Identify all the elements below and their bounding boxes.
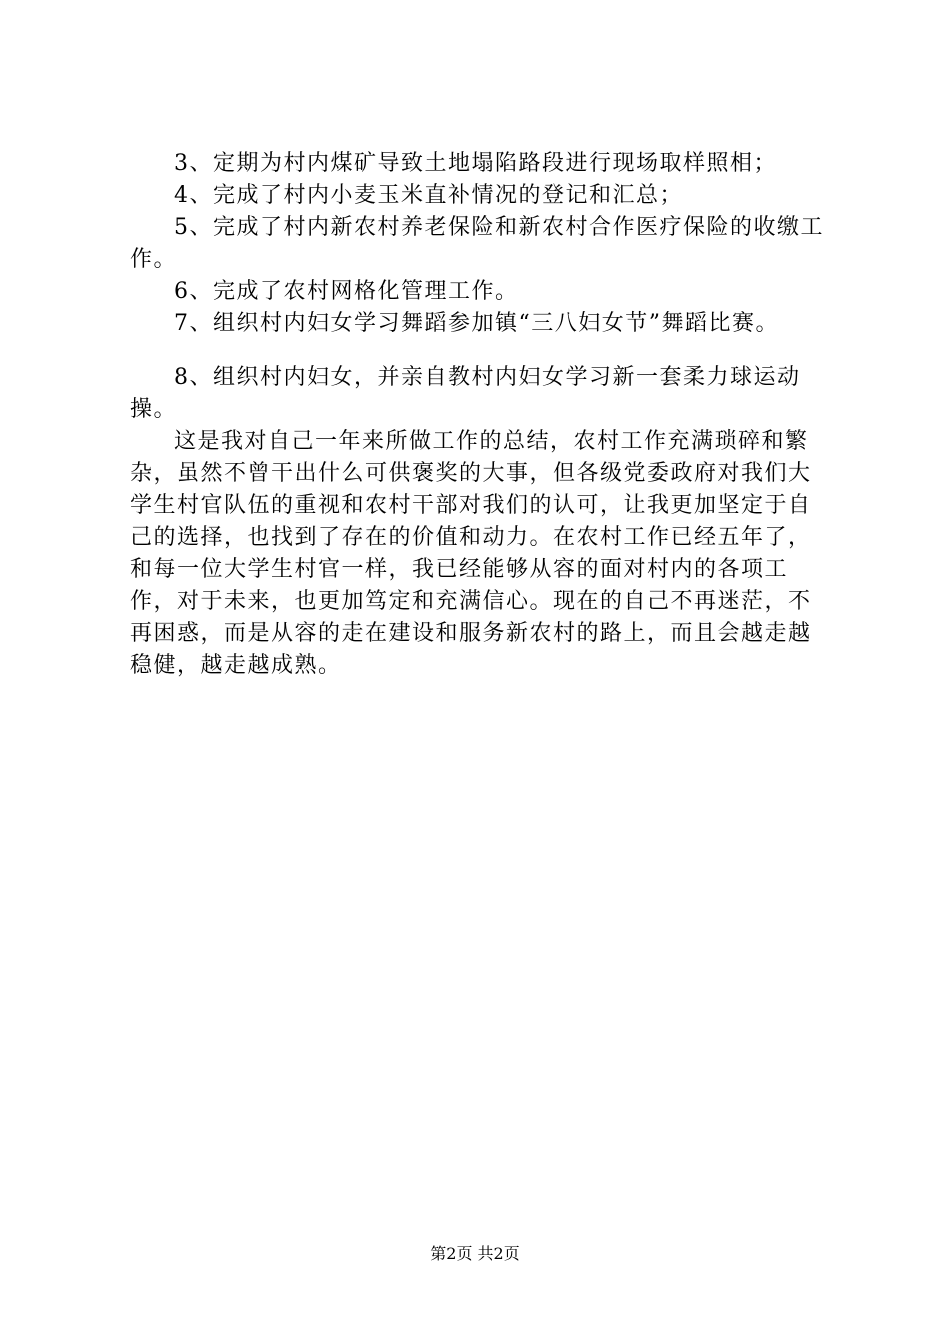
- list-item-6: 6、完成了农村网格化管理工作。: [174, 279, 519, 304]
- list-item-7: 7、组织村内妇女学习舞蹈参加镇“三八妇女节”舞蹈比赛。: [174, 311, 779, 336]
- summary-paragraph: 这是我对自己一年来所做工作的总结，农村工作充满琐碎和繁杂，虽然不曾干出什么可供褒奖的大事，但各级党委政府对我们大学生村官队伍的重视和农村干部对我们的认可，让我更加坚定于自己的选择，也找到了存在的价值和动力。在农村工作已经五年了，和每一位大学生村官一样，我已经能够从容的面对村内的各项工作，对于未来，也更加笃定和充满信心。现在的自己不再迷茫，不再困惑，而是从容的走在建设和服务新农村的路上，而且会越走越稳健，越走越成熟。: [130, 429, 812, 678]
- page-footer: [0, 1244, 950, 1264]
- list-item-5: 5、完成了村内新农村养老保险和新农村合作医疗保险的收缴工作。: [130, 215, 824, 272]
- document-body: [130, 148, 830, 682]
- page-number-label: 第2页 共2页: [430, 1244, 520, 1263]
- list-item-3: 3、定期为村内煤矿导致土地塌陷路段进行现场取样照相；: [174, 151, 777, 176]
- list-item-8: 8、组织村内妇女，并亲自教村内妇女学习新一套柔力球运动操。: [130, 365, 801, 422]
- list-item-4: 4、完成了村内小麦玉米直补情况的登记和汇总；: [174, 183, 683, 208]
